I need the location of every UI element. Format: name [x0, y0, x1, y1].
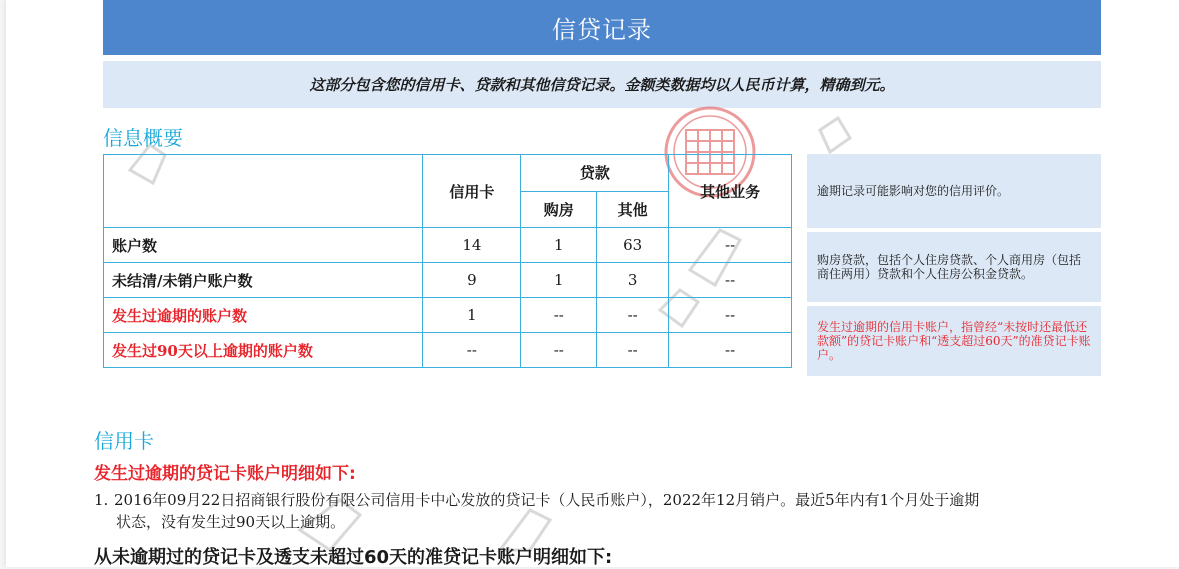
table-row [104, 228, 792, 263]
cell-other: -- [597, 298, 669, 333]
cell-other: 3 [597, 263, 669, 298]
table-row [104, 333, 792, 368]
list-item [94, 489, 1114, 533]
cell-credit-card: 14 [423, 228, 521, 263]
column-credit-card: 信用卡 [423, 155, 521, 228]
overdue-accounts-heading: 发生过逾期的贷记卡账户明细如下: [94, 464, 356, 484]
cell-credit-card: 1 [423, 298, 521, 333]
item-line-1: 2016年09月22日招商银行股份有限公司信用卡中心发放的贷记卡（人民币账户），2022年12月销户。最近5年内有1个月处于逾期 [114, 491, 980, 509]
cell-house: -- [521, 333, 597, 368]
normal-accounts-heading: 从未逾期过的贷记卡及透支未超过60天的准贷记卡账户明细如下: [94, 547, 613, 568]
column-loan-house: 购房 [521, 191, 597, 228]
section-title: 信贷记录 [552, 16, 652, 44]
section-title-bar [103, 0, 1101, 55]
row-label: 账户数 [104, 228, 423, 263]
cell-other-business: -- [669, 263, 792, 298]
cell-other-business: -- [669, 333, 792, 368]
row-label: 发生过90天以上逾期的账户数 [104, 333, 423, 368]
item-line-2: 状态，没有发生过90天以上逾期。 [116, 513, 346, 531]
note-overdue-impact: 逾期记录可能影响对您的信用评价。 [807, 154, 1101, 228]
table-row [104, 263, 792, 298]
cell-house: 1 [521, 263, 597, 298]
cell-credit-card: -- [423, 333, 521, 368]
section-note-bar [103, 61, 1101, 108]
row-label: 发生过逾期的账户数 [104, 298, 423, 333]
note-overdue-definition: 发生过逾期的信用卡账户，指曾经“未按时还最低还款额”的贷记卡账户和“透支超过60天”的准贷记卡账户。 [807, 306, 1101, 376]
cell-house: -- [521, 298, 597, 333]
cell-house: 1 [521, 228, 597, 263]
overview-heading: 信息概要 [103, 126, 183, 150]
summary-table [103, 154, 792, 368]
table-row [104, 298, 792, 333]
credit-card-heading: 信用卡 [94, 429, 154, 453]
header-row [104, 155, 792, 192]
cell-other: 63 [597, 228, 669, 263]
cell-other-business: -- [669, 228, 792, 263]
column-loan: 贷款 [521, 155, 669, 192]
column-loan-other: 其他 [597, 191, 669, 228]
row-label: 未结清/未销户账户数 [104, 263, 423, 298]
section-note: 这部分包含您的信用卡、贷款和其他信贷记录。金额类数据均以人民币计算，精确到元。 [309, 76, 895, 94]
blank-header-cell [104, 155, 423, 228]
item-index: 1. [94, 491, 109, 509]
cell-credit-card: 9 [423, 263, 521, 298]
cell-other-business: -- [669, 298, 792, 333]
column-other-business: 其他业务 [669, 155, 792, 228]
note-house-loan: 购房贷款，包括个人住房贷款、个人商用房（包括商住两用）贷款和个人住房公积金贷款。 [807, 232, 1101, 302]
cell-other: -- [597, 333, 669, 368]
